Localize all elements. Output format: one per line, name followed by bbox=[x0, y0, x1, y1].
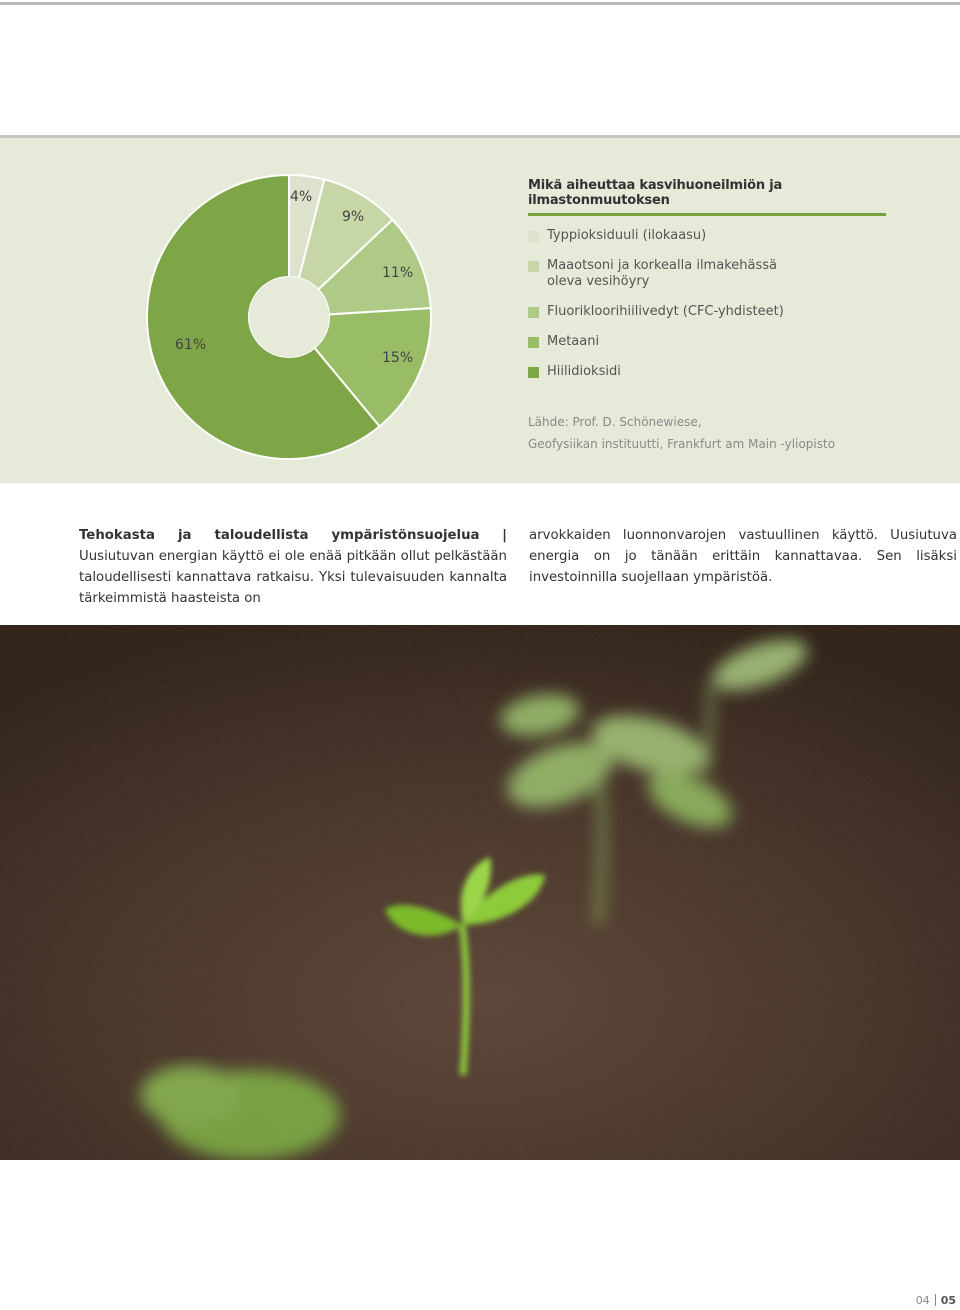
pie-chart bbox=[0, 135, 520, 483]
body-col1-text: Uusiutuvan energian käyttö ei ole enää pitkään ollut pelkästään taloudellisesti kannattava ratkaisu. Yksi tulevaisuuden kannalta tärkeimmistä haasteista on bbox=[79, 549, 507, 606]
page-numbers bbox=[916, 1294, 956, 1307]
legend-swatch bbox=[528, 261, 539, 272]
legend-label: Hiilidioksidi bbox=[547, 364, 621, 379]
legend-label: Metaani bbox=[547, 334, 600, 349]
body-col2-text: arvokkaiden luonnonvarojen vastuullinen käyttö. Uusiutuva energia on jo tänään erittäin kannattavaa. Sen lisäksi investoinnilla suojellaan ympäristöä. bbox=[529, 528, 957, 585]
pie-center-hole bbox=[249, 277, 329, 357]
legend-item-metaani bbox=[528, 334, 888, 350]
slice-label-15: 15% bbox=[382, 350, 414, 366]
slice-label-11: 11% bbox=[382, 265, 414, 281]
legend-list bbox=[528, 228, 888, 380]
page-number-right: 05 bbox=[940, 1294, 956, 1307]
legend-item-cfc bbox=[528, 304, 888, 320]
body-lead: Tehokasta ja taloudellista ympäristönsuojelua bbox=[79, 528, 480, 543]
legend-swatch bbox=[528, 337, 539, 348]
source-line-1: Lähde: Prof. D. Schönewiese, bbox=[528, 415, 702, 429]
legend-item-maaotsoni bbox=[528, 258, 888, 290]
legend-label: Typpioksiduuli (ilokaasu) bbox=[547, 228, 707, 243]
legend-label: Fluorikloorihiilivedyt (CFC-yhdisteet) bbox=[547, 304, 784, 319]
body-column-2 bbox=[529, 525, 957, 588]
legend-swatch bbox=[528, 367, 539, 378]
body-column-1 bbox=[79, 525, 507, 609]
legend-item-hiilidioksidi bbox=[528, 364, 888, 380]
page-number-left: 04 bbox=[915, 1294, 930, 1307]
legend-item-typpioksiduuli bbox=[528, 228, 888, 244]
top-rule bbox=[0, 2, 960, 5]
slice-label-61: 61% bbox=[175, 337, 207, 353]
chart-title: Mikä aiheuttaa kasvihuoneilmiön ja ilmastonmuutoksen bbox=[528, 178, 886, 216]
seedling-illustration bbox=[0, 625, 960, 1160]
legend-label: Maaotsoni ja korkealla ilmakehässä oleva vesihöyry bbox=[547, 258, 777, 289]
source-line-2: Geofysiikan instituutti, Frankfurt am Main -yliopisto bbox=[528, 437, 836, 451]
chart-panel bbox=[0, 135, 960, 483]
legend-swatch bbox=[528, 231, 539, 242]
slice-label-9: 9% bbox=[342, 209, 365, 225]
body-separator: | bbox=[502, 528, 508, 543]
page-number-divider bbox=[935, 1294, 936, 1306]
chart-source bbox=[528, 411, 835, 455]
legend bbox=[528, 178, 888, 394]
seedling-photo bbox=[0, 625, 960, 1160]
slice-label-4: 4% bbox=[290, 189, 313, 205]
legend-swatch bbox=[528, 307, 539, 318]
